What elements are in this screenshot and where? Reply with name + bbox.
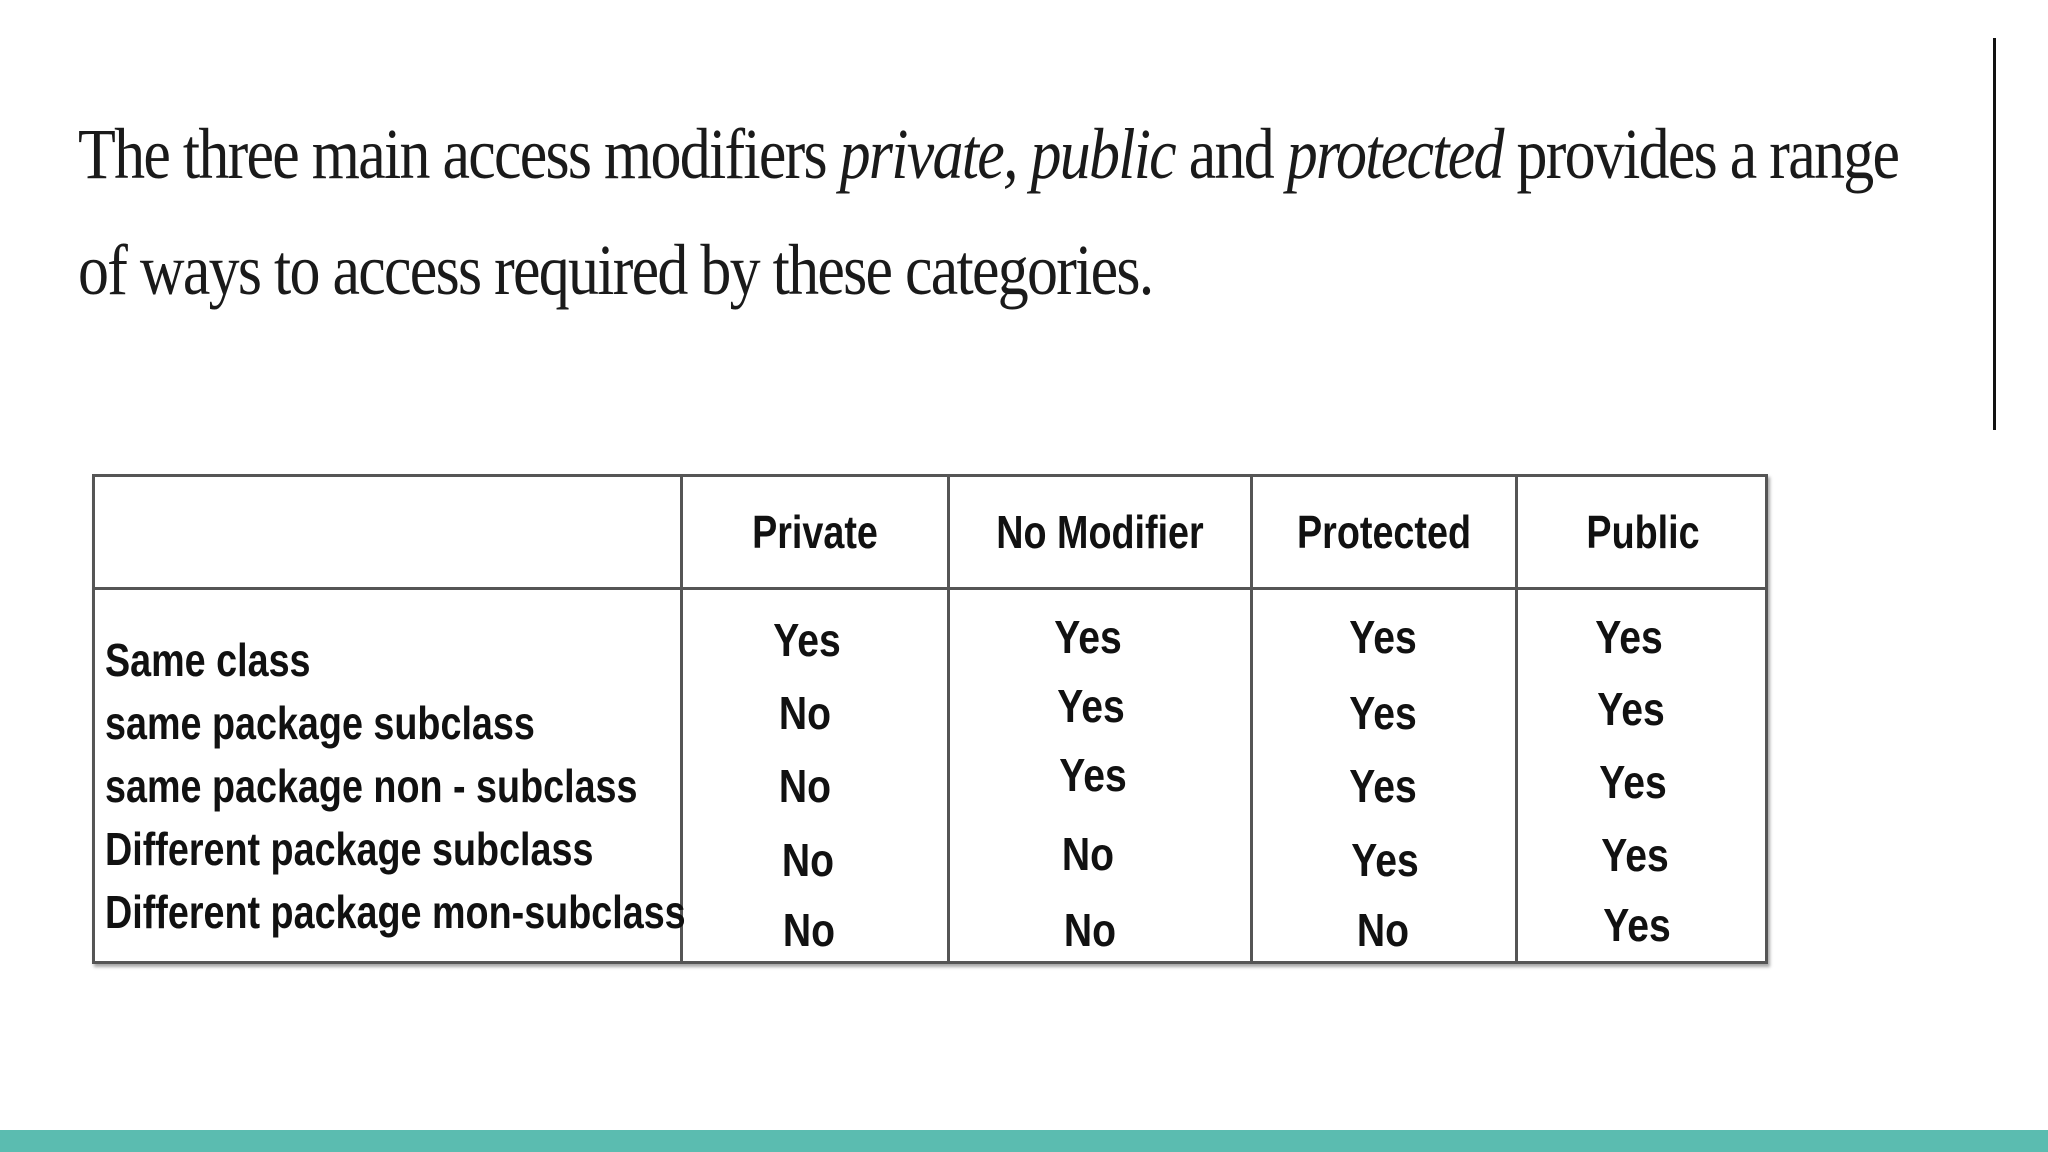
row-label-same-class: Same class xyxy=(105,634,311,686)
table-cell: Yes xyxy=(1599,756,1667,808)
table-cell: Yes xyxy=(1597,683,1665,735)
intro-line-1 xyxy=(78,96,1899,212)
table-cell: No xyxy=(778,687,832,739)
table-cell: Yes xyxy=(773,614,841,666)
table-cell: Yes xyxy=(1351,834,1419,886)
edge-rule-divider xyxy=(1993,38,1996,430)
table-column-divider xyxy=(1250,477,1253,961)
table-cell: Yes xyxy=(1349,760,1417,812)
row-label-same-package-non-subclass: same package non - subclass xyxy=(105,760,638,812)
table-cell: No xyxy=(778,760,832,812)
intro-text: and xyxy=(1174,114,1287,194)
table-cell: No xyxy=(1061,828,1115,880)
table-cell: Yes xyxy=(1054,611,1122,663)
table-cell: Yes xyxy=(1059,749,1127,801)
column-header-private: Private xyxy=(752,506,878,558)
table-cell: Yes xyxy=(1601,829,1669,881)
access-modifier-table xyxy=(92,474,1768,964)
table-cell: Yes xyxy=(1057,680,1125,732)
table-cell: No xyxy=(1356,904,1410,956)
table-cell: No xyxy=(1063,904,1117,956)
row-label-different-package-non-subclass: Different package mon-subclass xyxy=(105,886,686,938)
intro-paragraph xyxy=(78,96,1899,328)
intro-text: provides a range xyxy=(1502,114,1899,194)
column-header-public: Public xyxy=(1586,506,1700,558)
intro-text: The three main access modifiers xyxy=(78,114,840,194)
footer-accent-bar xyxy=(0,1130,2048,1152)
intro-emphasis-private-public: private, public xyxy=(839,114,1175,194)
row-label-same-package-subclass: same package subclass xyxy=(105,697,535,749)
table-header-divider xyxy=(95,587,1765,590)
intro-emphasis-protected: protected xyxy=(1286,114,1503,194)
column-header-no-modifier: No Modifier xyxy=(996,506,1204,558)
table-column-divider xyxy=(947,477,950,961)
table-cell: No xyxy=(782,904,836,956)
column-header-protected: Protected xyxy=(1297,506,1471,558)
intro-line-2: of ways to access required by these categories. xyxy=(78,230,1153,310)
table-cell: Yes xyxy=(1349,611,1417,663)
table-cell: Yes xyxy=(1595,611,1663,663)
table-column-divider xyxy=(1515,477,1518,961)
table-cell: Yes xyxy=(1349,687,1417,739)
row-labels xyxy=(105,629,686,944)
table-cell: No xyxy=(781,834,835,886)
table-cell: Yes xyxy=(1603,899,1671,951)
row-label-different-package-subclass: Different package subclass xyxy=(105,823,594,875)
